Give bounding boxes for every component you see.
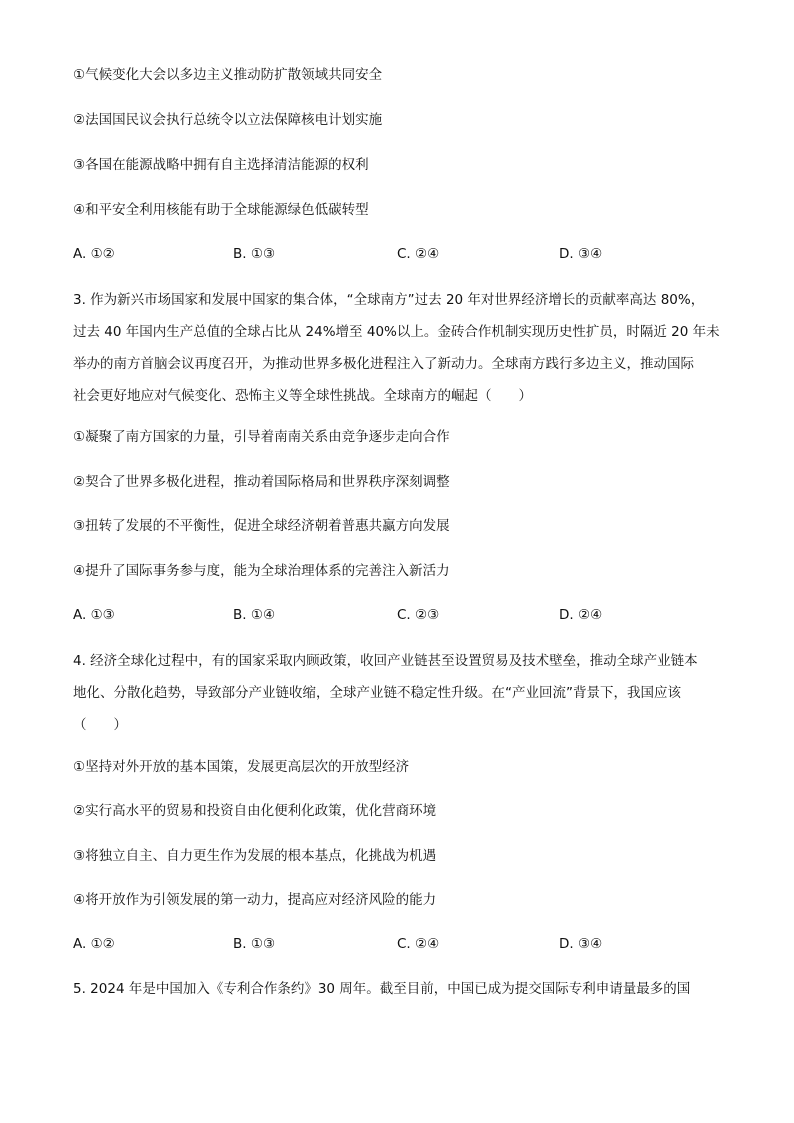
q4-stem-line-3: （ ） xyxy=(73,717,127,733)
q3-statement-3: ③扭转了发展的不平衡性，促进全球经济朝着普惠共赢方向发展 xyxy=(73,518,450,534)
q4-stem xyxy=(73,645,725,741)
q3-stem-line-1: 3. 作为新兴市场国家和发展中国家的集合体，“全球南方”过去 20 年对世界经济增长的贡献率高达 80%， xyxy=(73,292,705,308)
q3-statement-2: ②契合了世界多极化进程，推动着国际格局和世界秩序深刻调整 xyxy=(73,474,450,490)
q2-statement-4: ④和平安全利用核能有助于全球能源绿色低碳转型 xyxy=(73,202,369,218)
q2-option-d: D. ③④ xyxy=(559,246,603,262)
q4-option-c: C. ②④ xyxy=(397,936,440,952)
q3-option-d: D. ②④ xyxy=(559,607,603,623)
q3-statement-4: ④提升了国际事务参与度，能为全球治理体系的完善注入新活力 xyxy=(73,563,450,579)
q3-option-c: C. ②③ xyxy=(397,607,440,623)
q2-statement-3: ③各国在能源战略中拥有自主选择清洁能源的权利 xyxy=(73,157,369,173)
q3-options xyxy=(73,606,723,624)
q2-option-c: C. ②④ xyxy=(397,246,440,262)
q4-stem-line-2: 地化、分散化趋势，导致部分产业链收缩，全球产业链不稳定性升级。在“产业回流”背景下，我国应该 xyxy=(73,685,681,701)
q3-option-a: A. ①③ xyxy=(73,607,115,623)
q4-option-d: D. ③④ xyxy=(559,936,603,952)
q4-statement-2: ②实行高水平的贸易和投资自由化便利化政策，优化营商环境 xyxy=(73,803,437,819)
q2-option-a: A. ①② xyxy=(73,246,115,262)
q4-option-b: B. ①③ xyxy=(233,936,276,952)
q3-stem-line-2: 过去 40 年国内生产总值的全球占比从 24%增至 40%以上。金砖合作机制实现历史性扩员，时隔近 20 年未 xyxy=(73,324,720,340)
q3-stem xyxy=(73,284,725,412)
q4-statement-4: ④将开放作为引领发展的第一动力，提高应对经济风险的能力 xyxy=(73,892,437,908)
q2-options xyxy=(73,245,723,263)
q4-statement-1: ①坚持对外开放的基本国策，发展更高层次的开放型经济 xyxy=(73,759,410,775)
q4-option-a: A. ①② xyxy=(73,936,115,952)
q2-option-b: B. ①③ xyxy=(233,246,276,262)
q2-statement-2: ②法国国民议会执行总统令以立法保障核电计划实施 xyxy=(73,112,383,128)
q4-options xyxy=(73,935,723,953)
q5-stem-line-1: 5. 2024 年是中国加入《专利合作条约》30 周年。截至目前，中国已成为提交国际专利申请量最多的国 xyxy=(73,981,691,997)
q4-statement-3: ③将独立自主、自力更生作为发展的根本基点，化挑战为机遇 xyxy=(73,848,437,864)
q4-stem-line-1: 4. 经济全球化过程中，有的国家采取内顾政策，收回产业链甚至设置贸易及技术壁垒，推动全球产业链本 xyxy=(73,653,698,669)
q3-stem-line-3: 举办的南方首脑会议再度召开，为推动世界多极化进程注入了新动力。全球南方践行多边主义，推动国际 xyxy=(73,356,694,372)
q3-stem-line-4: 社会更好地应对气候变化、恐怖主义等全球性挑战。全球南方的崛起（ ） xyxy=(73,388,532,404)
q2-statement-1: ①气候变化大会以多边主义推动防扩散领域共同安全 xyxy=(73,67,383,83)
q3-option-b: B. ①④ xyxy=(233,607,276,623)
q3-statement-1: ①凝聚了南方国家的力量，引导着南南关系由竞争逐步走向合作 xyxy=(73,429,450,445)
